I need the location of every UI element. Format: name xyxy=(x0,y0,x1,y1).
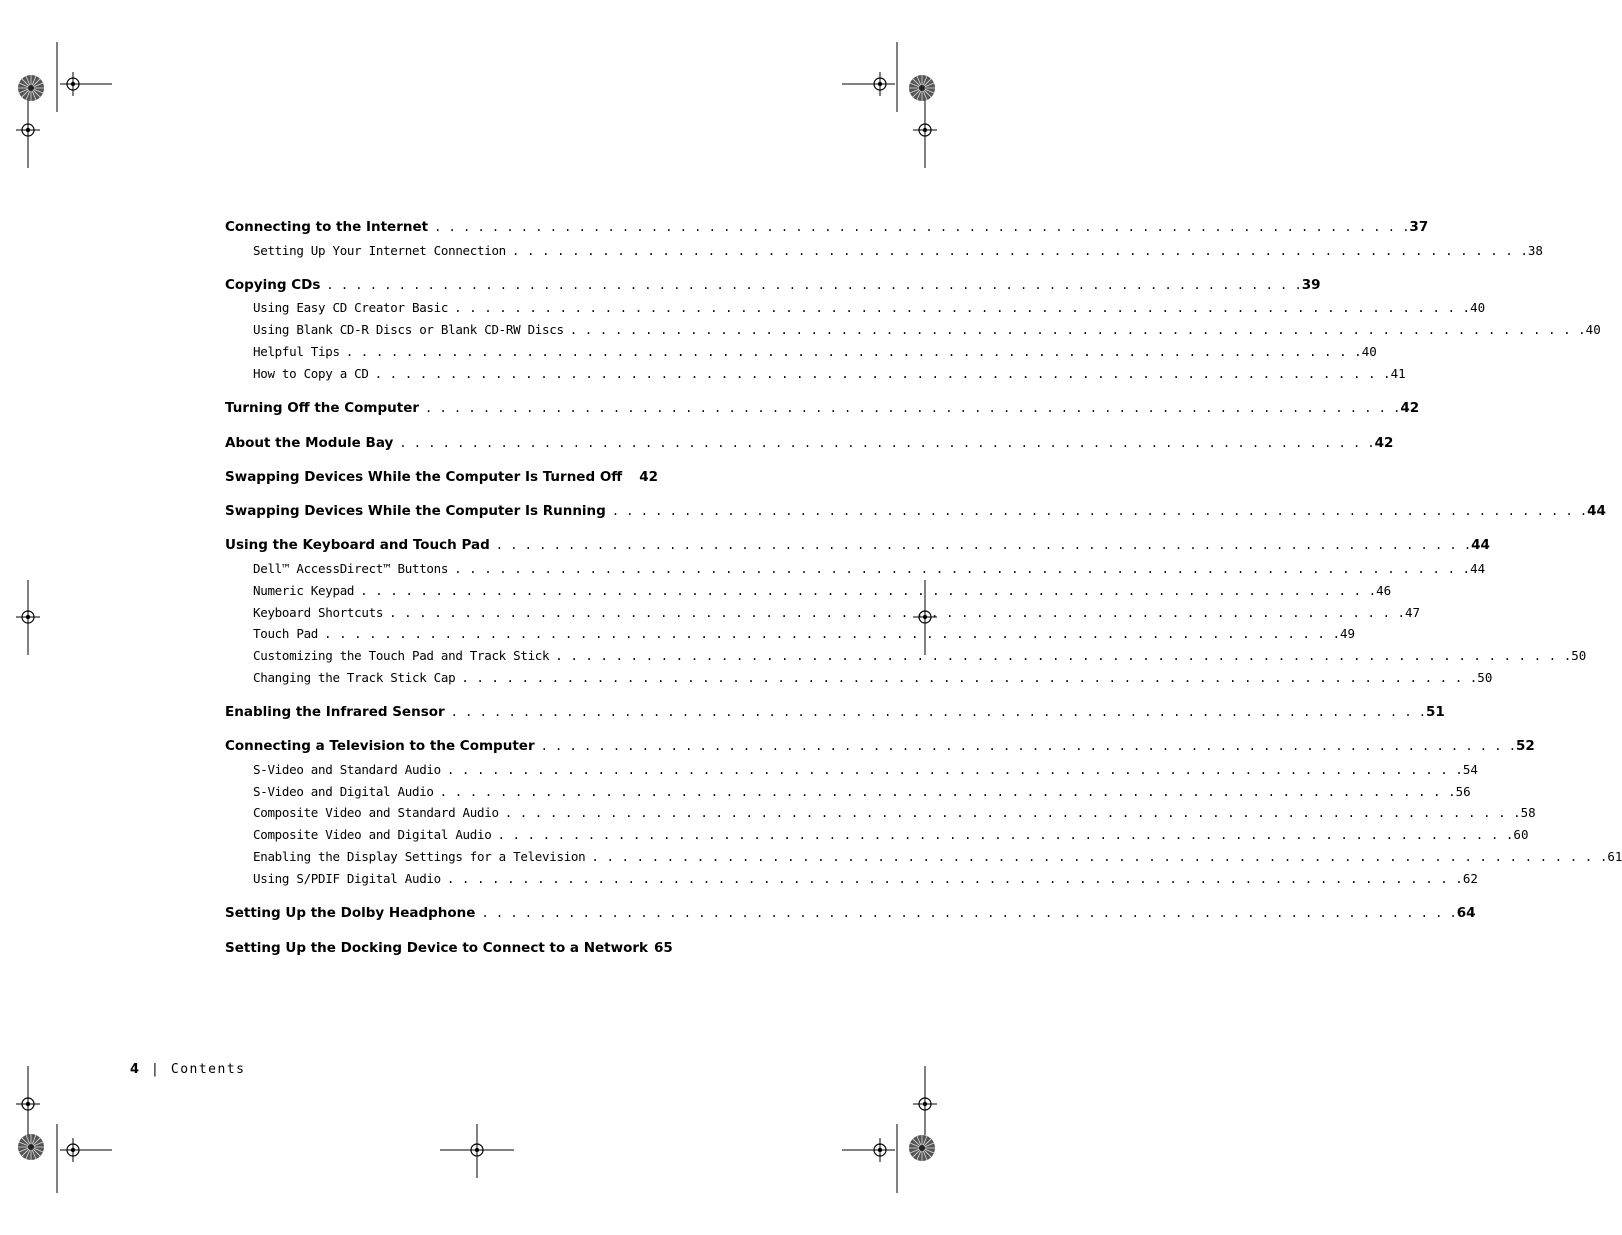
toc-entry-label: Customizing the Touch Pad and Track Stick xyxy=(253,648,555,663)
dot-leader xyxy=(440,784,1456,799)
toc-entry-label: S-Video and Digital Audio xyxy=(253,784,440,799)
toc-page-number: 41 xyxy=(1390,366,1406,381)
dot-leader xyxy=(612,504,1587,518)
toc-page-number: 42 xyxy=(1374,435,1394,451)
dot-leader xyxy=(555,648,1571,663)
toc-page-number: 52 xyxy=(1515,738,1535,754)
crosshair-registration-icon xyxy=(465,1138,489,1162)
toc-page-number: 46 xyxy=(1376,583,1392,598)
dot-leader xyxy=(447,871,1463,886)
crosshair-registration-icon xyxy=(61,1138,85,1162)
crosshair-registration-icon xyxy=(16,1092,40,1116)
toc-page-number: 58 xyxy=(1520,805,1536,820)
dot-leader xyxy=(454,300,1470,315)
toc-entry-label: Setting Up the Dolby Headphone xyxy=(225,905,481,921)
toc-subentry xyxy=(253,849,1622,869)
starburst-color-wheel-icon xyxy=(909,1135,935,1161)
toc-heading-entry xyxy=(225,435,1394,455)
footer-separator: | xyxy=(151,1062,159,1077)
toc-entry-label: Enabling the Infrared Sensor xyxy=(225,704,451,720)
toc-entry-label: Using the Keyboard and Touch Pad xyxy=(225,537,496,553)
toc-heading-entry xyxy=(225,940,673,960)
toc-entry-label: Setting Up Your Internet Connection xyxy=(253,243,512,258)
toc-entry-label: Connecting to the Internet xyxy=(225,219,434,235)
toc-heading-entry xyxy=(225,905,1476,925)
toc-entry-label: Copying CDs xyxy=(225,277,326,293)
toc-page-number: 42 xyxy=(628,469,658,485)
toc-entry-label: S-Video and Standard Audio xyxy=(253,762,447,777)
toc-entry-label: Enabling the Display Settings for a Television xyxy=(253,849,591,864)
dot-leader xyxy=(505,805,1521,820)
dot-leader xyxy=(481,906,1456,920)
toc-page-number: 40 xyxy=(1361,344,1377,359)
toc-subentry xyxy=(253,605,1421,625)
toc-entry-label: Setting Up the Docking Device to Connect to a Network xyxy=(225,940,654,956)
toc-heading-entry xyxy=(225,537,1490,557)
toc-heading-entry xyxy=(225,704,1445,724)
dot-leader xyxy=(326,278,1301,292)
toc-page-number: 42 xyxy=(1400,400,1420,416)
toc-subentry xyxy=(253,871,1478,891)
toc-page-number: 50 xyxy=(1571,648,1587,663)
dot-leader xyxy=(389,605,1405,620)
toc-subentry xyxy=(253,344,1377,364)
page-number: 4 xyxy=(130,1062,140,1077)
toc-entry-label: Composite Video and Standard Audio xyxy=(253,805,505,820)
toc-page-number: 40 xyxy=(1585,322,1601,337)
dot-leader xyxy=(346,344,1362,359)
toc-heading-entry xyxy=(225,219,1429,239)
dot-leader xyxy=(570,322,1586,337)
toc-page-number: 49 xyxy=(1340,626,1356,641)
toc-page-number: 60 xyxy=(1513,827,1529,842)
crosshair-registration-icon xyxy=(61,72,85,96)
toc-page-number: 37 xyxy=(1409,219,1429,235)
toc-page-number: 38 xyxy=(1527,243,1543,258)
running-title: Contents xyxy=(170,1062,246,1077)
page-footer xyxy=(130,1062,246,1077)
crosshair-registration-icon xyxy=(16,605,40,629)
toc-page-number: 64 xyxy=(1456,905,1476,921)
dot-leader xyxy=(496,538,1471,552)
toc-heading-entry xyxy=(225,469,658,489)
dot-leader xyxy=(399,436,1374,450)
toc-page-number: 40 xyxy=(1470,300,1486,315)
toc-heading-entry xyxy=(225,503,1606,523)
toc-entry-label: Composite Video and Digital Audio xyxy=(253,827,497,842)
toc-entry-label: Using S/PDIF Digital Audio xyxy=(253,871,447,886)
toc-heading-entry xyxy=(225,277,1321,297)
toc-page-number: 47 xyxy=(1405,605,1421,620)
toc-entry-label: Using Blank CD-R Discs or Blank CD-RW Discs xyxy=(253,322,570,337)
dot-leader xyxy=(497,827,1513,842)
toc-page-number: 44 xyxy=(1470,561,1486,576)
toc-subentry xyxy=(253,784,1471,804)
toc-subentry xyxy=(253,366,1406,386)
starburst-color-wheel-icon xyxy=(18,1134,44,1160)
toc-entry-label: Turning Off the Computer xyxy=(225,400,425,416)
toc-entry-label: How to Copy a CD xyxy=(253,366,375,381)
dot-leader xyxy=(447,762,1463,777)
toc-entry-label: Keyboard Shortcuts xyxy=(253,605,389,620)
dot-leader xyxy=(360,583,1376,598)
dot-leader xyxy=(461,670,1477,685)
toc-entry-label: Numeric Keypad xyxy=(253,583,360,598)
toc-entry-label: Connecting a Television to the Computer xyxy=(225,738,541,754)
starburst-color-wheel-icon xyxy=(909,75,935,101)
toc-entry-label: Using Easy CD Creator Basic xyxy=(253,300,454,315)
toc-entry-label: Touch Pad xyxy=(253,626,324,641)
toc-page-number: 62 xyxy=(1462,871,1478,886)
toc-entry-label: About the Module Bay xyxy=(225,435,399,451)
dot-leader xyxy=(425,401,1400,415)
toc-subentry xyxy=(253,243,1543,263)
toc-entry-label: Changing the Track Stick Cap xyxy=(253,670,461,685)
toc-page-number: 44 xyxy=(1471,537,1490,553)
toc-subentry xyxy=(253,805,1536,825)
toc-entry-label: Swapping Devices While the Computer Is Running xyxy=(225,503,612,519)
dot-leader xyxy=(324,626,1340,641)
toc-page-number: 56 xyxy=(1455,784,1471,799)
toc-entry-label: Helpful Tips xyxy=(253,344,346,359)
toc-page-number: 39 xyxy=(1301,277,1321,293)
toc-heading-entry xyxy=(225,400,1420,420)
toc-entry-label: Swapping Devices While the Computer Is Turned Off xyxy=(225,469,628,485)
toc-subentry xyxy=(253,583,1392,603)
dot-leader xyxy=(451,705,1426,719)
crosshair-registration-icon xyxy=(913,118,937,142)
toc-page-number: 50 xyxy=(1477,670,1493,685)
toc-page-number: 54 xyxy=(1462,762,1478,777)
crosshair-registration-icon xyxy=(16,118,40,142)
dot-leader xyxy=(541,739,1516,753)
dot-leader xyxy=(454,561,1470,576)
toc-subentry xyxy=(253,300,1486,320)
dot-leader xyxy=(591,849,1607,864)
dot-leader xyxy=(512,243,1528,258)
crosshair-registration-icon xyxy=(913,1092,937,1116)
toc-page-number: 65 xyxy=(654,940,673,956)
crosshair-registration-icon xyxy=(868,72,892,96)
toc-heading-entry xyxy=(225,738,1535,758)
dot-leader xyxy=(375,366,1391,381)
starburst-color-wheel-icon xyxy=(18,75,44,101)
toc-subentry xyxy=(253,827,1529,847)
crosshair-registration-icon xyxy=(868,1138,892,1162)
toc-subentry xyxy=(253,648,1587,668)
toc-subentry xyxy=(253,762,1478,782)
toc-subentry xyxy=(253,670,1493,690)
toc-subentry xyxy=(253,322,1601,342)
toc-subentry xyxy=(253,561,1486,581)
dot-leader xyxy=(434,220,1409,234)
toc-subentry xyxy=(253,626,1356,646)
toc-entry-label: Dell™ AccessDirect™ Buttons xyxy=(253,561,454,576)
toc-page-number: 61 xyxy=(1607,849,1622,864)
toc-page-number: 51 xyxy=(1426,704,1445,720)
toc-page-number: 44 xyxy=(1587,503,1606,519)
